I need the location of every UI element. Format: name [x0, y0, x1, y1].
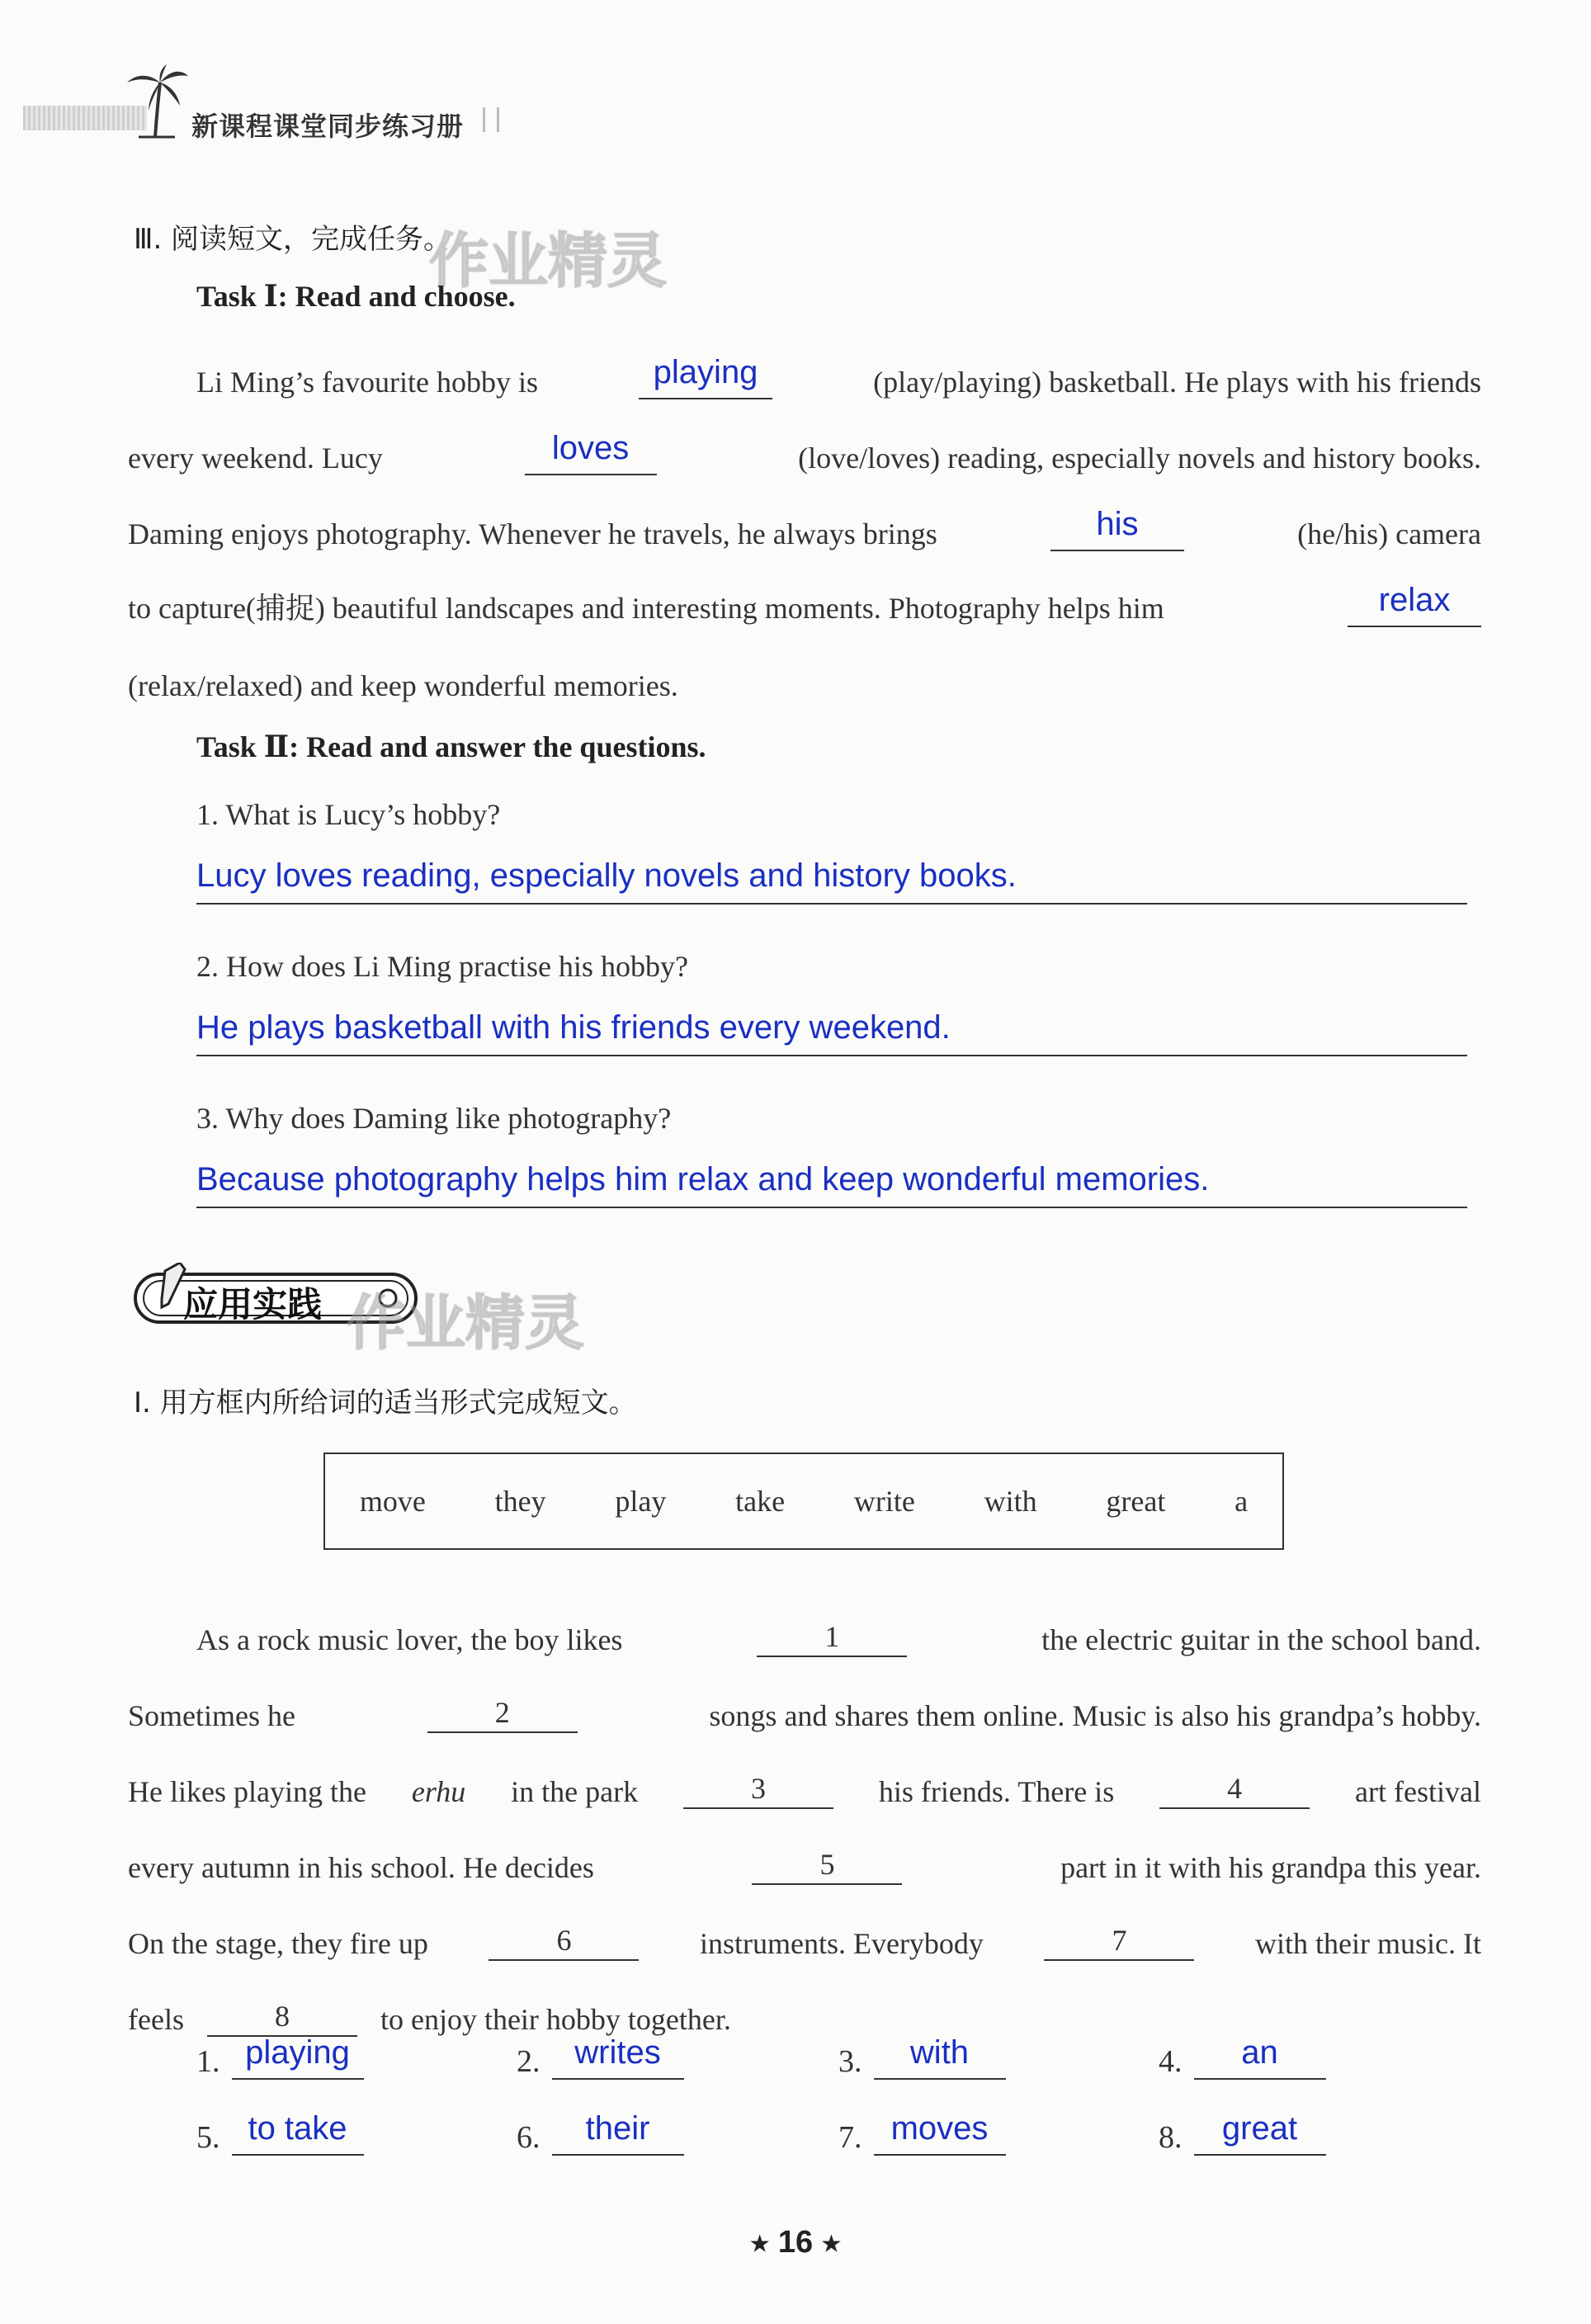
question-2: 2. How does Li Ming practise his hobby?	[196, 950, 688, 983]
passage-blank-4[interactable]: 4	[1159, 1771, 1310, 1809]
word-box-item: with	[984, 1485, 1037, 1518]
passage-line-4: every autumn in his school. He decides 5 part in it with his grandpa this year.	[128, 1848, 1481, 1884]
word-box-item: play	[615, 1485, 667, 1518]
answer-blank-2[interactable]: writes	[552, 2038, 684, 2080]
answer-blank-8[interactable]: great	[1194, 2114, 1326, 2156]
answer-blank-4[interactable]: an	[1194, 2038, 1326, 2080]
word-box-item: a	[1235, 1485, 1249, 1518]
task-1-title: Task Ⅰ: Read and choose.	[196, 280, 516, 313]
answer-blank-3[interactable]: with	[874, 2038, 1006, 2080]
word-box-item: take	[735, 1485, 786, 1518]
passage-line-1: As a rock music lover, the boy likes 1 the electric guitar in the school band.	[196, 1620, 1481, 1656]
task1-line-2: every weekend. Lucy loves (love/loves) reading, especially novels and history books.	[128, 430, 1481, 475]
task1-line-1: Li Ming’s favourite hobby is playing (play/playing) basketball. He plays with his friends	[196, 354, 1481, 399]
passage-line-2: Sometimes he 2 songs and shares them online. Music is also his grandpa’s hobby.	[128, 1696, 1481, 1732]
answer-blank-6[interactable]: their	[552, 2114, 684, 2156]
answer-item-4: 4. an	[1159, 2038, 1326, 2080]
answer-item-1: 1. playing	[196, 2038, 364, 2080]
answer-blank-1[interactable]: playing	[232, 2038, 364, 2080]
blank-3[interactable]: his	[1050, 513, 1184, 551]
passage-blank-6[interactable]: 6	[489, 1923, 639, 1961]
answer-blank-7[interactable]: moves	[874, 2114, 1006, 2156]
blank-1[interactable]: playing	[639, 361, 772, 399]
word-box-item: write	[853, 1485, 915, 1518]
watermark: 作业精灵	[429, 226, 668, 295]
passage-blank-2[interactable]: 2	[427, 1695, 578, 1733]
passage-blank-8[interactable]: 8	[207, 1999, 357, 2037]
section-3-title: Ⅲ. 阅读短文，完成任务。	[134, 223, 452, 256]
header-marks	[483, 107, 499, 132]
question-3: 3. Why does Daming like photography?	[196, 1102, 672, 1135]
answer-item-2: 2. writes	[517, 2038, 684, 2080]
word-box-item: they	[494, 1485, 546, 1518]
passage-line-3: He likes playing the erhu in the park 3 his friends. There is 4 art festival	[128, 1772, 1481, 1808]
task1-line-5: (relax/relaxed) and keep wonderful memories.	[128, 669, 678, 702]
word-box-item: great	[1106, 1485, 1166, 1518]
blank-2[interactable]: loves	[525, 437, 657, 475]
answer-blank-5[interactable]: to take	[232, 2114, 364, 2156]
book-title: 新课程课堂同步练习册	[191, 111, 465, 142]
blank-4[interactable]: relax	[1348, 589, 1481, 627]
answer-item-6: 6. their	[517, 2114, 684, 2156]
answer-item-3: 3. with	[838, 2038, 1006, 2080]
answer-line-2[interactable]: He plays basketball with his friends every weekend.	[196, 1010, 1467, 1056]
page-number: ★ 16 ★	[749, 2225, 842, 2260]
practice-badge-label: 应用实践	[183, 1284, 323, 1325]
passage-blank-5[interactable]: 5	[752, 1847, 902, 1885]
palm-tree-icon	[124, 64, 190, 139]
task1-line-3: Daming enjoys photography. Whenever he travels, he always brings his (he/his) camera	[128, 506, 1481, 550]
question-1: 1. What is Lucy’s hobby?	[196, 798, 501, 831]
answer-item-5: 5. to take	[196, 2114, 364, 2156]
word-box	[323, 1452, 1284, 1550]
answer-line-1[interactable]: Lucy loves reading, especially novels and history books.	[196, 858, 1467, 905]
passage-line-6: feels 8 to enjoy their hobby together.	[128, 2000, 731, 2036]
passage-line-5: On the stage, they fire up 6 instruments. Everybody 7 with their music. It	[128, 1924, 1481, 1960]
passage-blank-1[interactable]: 1	[757, 1619, 907, 1657]
word-box-item: move	[359, 1485, 426, 1518]
passage-blank-7[interactable]: 7	[1044, 1923, 1194, 1961]
answer-item-8: 8. great	[1159, 2114, 1326, 2156]
star-icon: ★	[821, 2231, 842, 2256]
passage-blank-3[interactable]: 3	[683, 1771, 833, 1809]
watermark: 作业精灵	[347, 1288, 585, 1358]
star-icon: ★	[749, 2231, 770, 2256]
answer-item-7: 7. moves	[838, 2114, 1006, 2156]
answer-line-3[interactable]: Because photography helps him relax and keep wonderful memories.	[196, 1162, 1467, 1208]
task1-line-4: to capture(捕捉) beautiful landscapes and interesting moments. Photography helps him relax	[128, 551, 1481, 627]
practice-title: Ⅰ. 用方框内所给词的适当形式完成短文。	[134, 1386, 637, 1419]
task-2-title: Task Ⅱ: Read and answer the questions.	[196, 730, 706, 763]
